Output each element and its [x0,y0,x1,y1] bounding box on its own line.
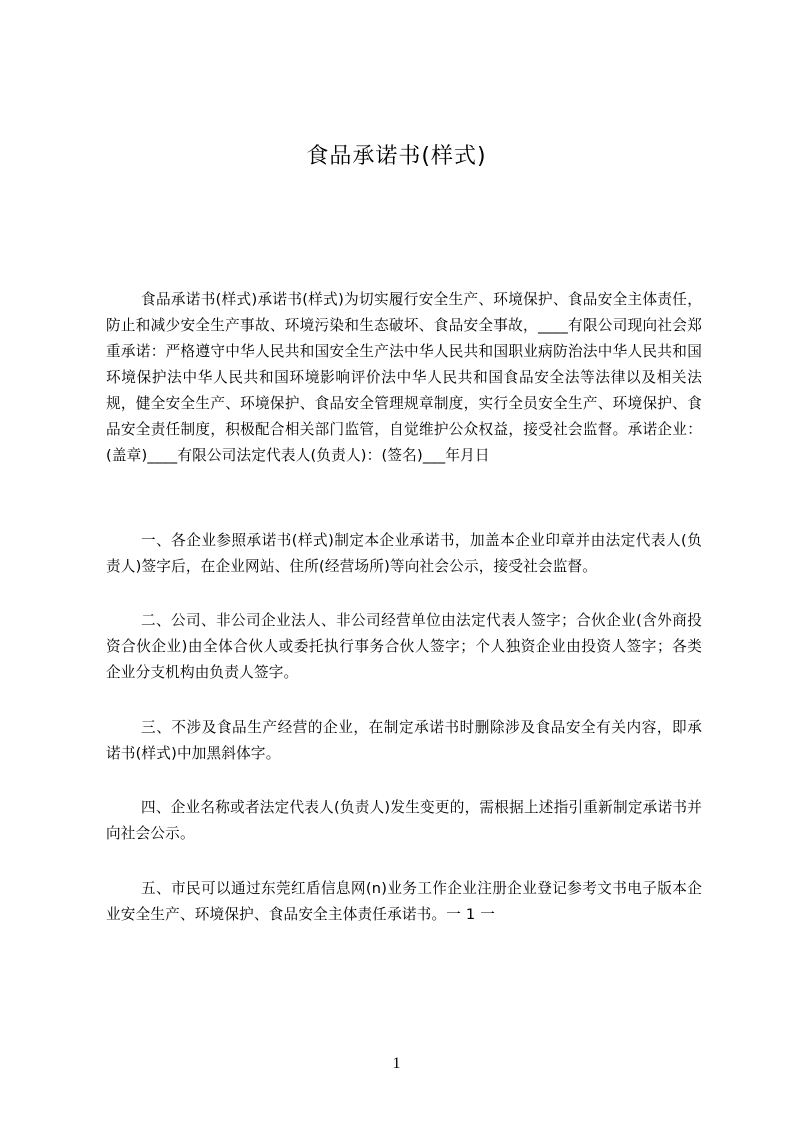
note-item-5: 五、市民可以通过东莞红盾信息网(n)业务工作企业注册企业登记参考文书电子版本企业安全生产、环境保护、食品安全主体责任承诺书。一 1 一 [106,880,702,923]
note-item-3: 三、不涉及食品生产经营的企业，在制定承诺书时删除涉及食品安全有关内容，即承诺书(样式)中加黑斜体字。 [106,719,702,762]
document-title: 食品承诺书(样式) [306,144,487,169]
note-item-2: 二、公司、非公司企业法人、非公司经营单位由法定代表人签字；合伙企业(含外商投资合伙企业)由全体合伙人或委托执行事务合伙人签字；个人独资企业由投资人签字；各类企业分支机构由负责人签字。 [106,612,702,681]
commitment-paragraph: 食品承诺书(样式)承诺书(样式)为切实履行安全生产、环境保护、食品安全主体责任，防止和减少安全生产事故、环境污染和生态破坏、食品安全事故，____有限公司现向社会郑重承诺：严格遵守中华人民共和国安全生产法中华人民共和国职业病防治法中华人民共和国环境保护法中华人民共和国环境影响评价法中华人民共和国食品安全法等法律以及相关法规，健全安全生产、环境保护、食品安全管理规章制度，实行全员安全生产、环境保护、食品安全责任制度，积极配合相关部门监管，自觉维护公众权益，接受社会监督。承诺企业：(盖章)____有限公司法定代表人(负责人)：(签名)___年月日 [106,291,702,464]
note-item-4: 四、企业名称或者法定代表人(负责人)发生变更的，需根据上述指引重新制定承诺书并向社会公示。 [106,799,702,842]
page-number: 1 [392,1055,401,1072]
note-item-1: 一、各企业参照承诺书(样式)制定本企业承诺书，加盖本企业印章并由法定代表人(负责人)签字后，在企业网站、住所(经营场所)等向社会公示，接受社会监督。 [106,532,702,575]
